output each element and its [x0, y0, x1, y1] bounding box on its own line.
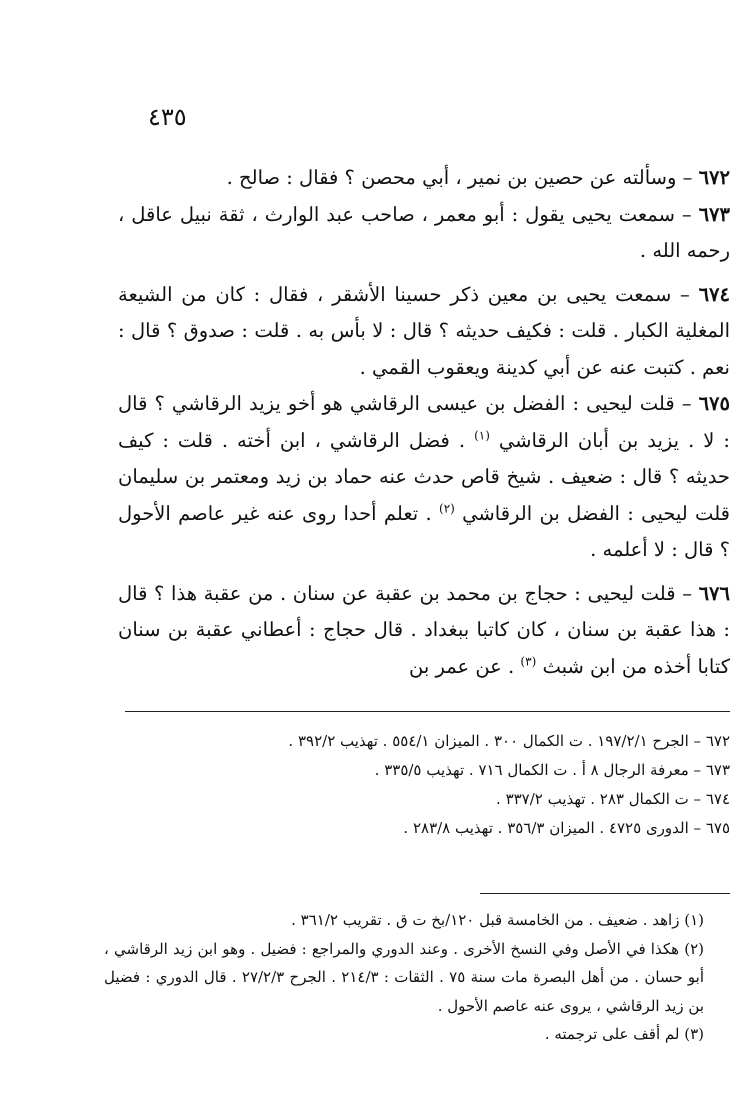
- footnote-ref: (١): [474, 428, 490, 442]
- entry-text: . فضل الرقاشي ، ابن أخته . قلت : كيف حديثه ؟ قال : ضعيف . شيخ قاص حدث عنه حماد بن زيد ومعتمر بن سليمان قلت ليحيى : الفضل بن الرقاشي: [118, 428, 730, 525]
- entry-676: [118, 576, 730, 686]
- entry-text: – قلت ليحيى : حجاج بن محمد بن عقبة عن سنان . من عقبة هذا ؟ قال : هذا عقبة بن سنان ، كان كاتبا ببغداد . قال حجاج : أعطاني عقبة بن سنان كتابا أخذه من ابن شبث: [118, 581, 730, 678]
- entry-672: [118, 160, 730, 197]
- footnotes: [104, 906, 730, 1049]
- page-number: ٤٣٥: [148, 103, 187, 131]
- entry-number: ٦٧٦: [698, 581, 730, 605]
- source-line: ٦٧٥ – الدورى ٤٧٢٥ . الميزان ٣٥٦/٣ . تهذيب ٢٨٣/٨ .: [403, 819, 730, 837]
- entry-673: [118, 197, 730, 270]
- footnote: (٢) هكذا في الأصل وفي النسخ الأخرى . وعند الدوري والمراجع : فضيل . وهو ابن زيد الرقاشي ، أبو حسان . من أهل البصرة مات سنة ٧٥ . الثقات : ٢١٤/٣ . الجرح ٢٧/٢/٣ . قال الدوري : فضيل بن زيد الرقاشي ، يروى عنه عاصم الأحول .: [104, 939, 704, 1015]
- footnote-ref: (٢): [439, 501, 455, 515]
- entry-text: . عن عمر بن: [409, 654, 521, 678]
- entry-text: . تعلم أحدا روى عنه غير عاصم الأحول ؟ قال : لا أعلمه .: [118, 501, 730, 561]
- entry-text: – سمعت يحيى بن معين ذكر حسينا الأشقر ، فقال : كان من الشيعة المغلية الكبار . قلت : فكيف حديثه ؟ قال : لا بأس به . قلت : صدوق ؟ قال : نعم . كتبت عنه عن أبي كدينة ويعقوب القمي .: [118, 282, 730, 379]
- source-references: [100, 727, 730, 843]
- source-line: ٦٧٣ – معرفة الرجال ٨ أ . ت الكمال ٧١٦ . تهذيب ٣٣٥/٥ .: [374, 761, 730, 779]
- footnote: (١) زاهد . ضعيف . من الخامسة قبل ١٢٠/بخ ت ق . تقريب ٣٦١/٢ .: [291, 911, 704, 929]
- main-text: [118, 160, 730, 685]
- footnote-ref: (٣): [520, 654, 537, 668]
- entry-text: – وسألته عن حصين بن نمير ، أبي محصن ؟ فقال : صالح .: [226, 166, 699, 189]
- footnote: (٣) لم أقف على ترجمته .: [544, 1025, 704, 1043]
- entry-number: ٦٧٢: [698, 166, 730, 189]
- entry-674: [118, 277, 730, 387]
- entry-text: – قلت ليحيى : الفضل بن عيسى الرقاشي هو أخو يزيد الرقاشي ؟ قال : لا . يزيد بن أبان الرقاشي: [118, 392, 731, 452]
- footnotes-divider: [480, 893, 730, 894]
- source-line: ٦٧٤ – ت الكمال ٢٨٣ . تهذيب ٣٣٧/٢ .: [496, 790, 730, 808]
- entry-675: [118, 386, 730, 569]
- sources-divider: [125, 711, 730, 712]
- entry-number: ٦٧٤: [698, 282, 730, 306]
- entry-number: ٦٧٥: [698, 392, 730, 415]
- entry-number: ٦٧٣: [698, 202, 730, 226]
- entry-text: – سمعت يحيى يقول : أبو معمر ، صاحب عبد الوارث ، ثقة نبيل عاقل ، رحمه الله .: [118, 202, 730, 262]
- source-line: ٦٧٢ – الجرح ١٩٧/٢/١ . ت الكمال ٣٠٠ . الميزان ٥٥٤/١ . تهذيب ٣٩٢/٢ .: [288, 732, 730, 750]
